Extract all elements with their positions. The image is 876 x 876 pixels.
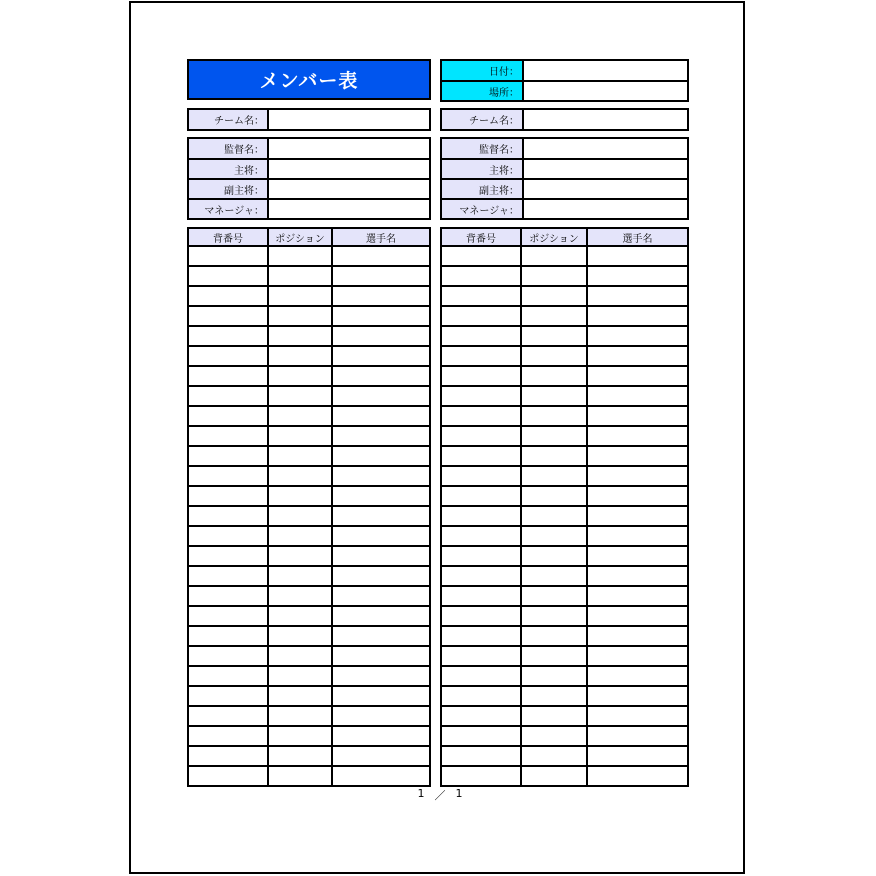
position-cell[interactable] (521, 546, 587, 566)
table-row (441, 386, 688, 406)
manager-field-left[interactable] (268, 199, 430, 219)
number-cell[interactable] (441, 546, 521, 566)
player-name-cell[interactable] (332, 406, 430, 426)
position-cell[interactable] (521, 586, 587, 606)
position-cell[interactable] (268, 306, 332, 326)
player-name-cell[interactable] (587, 646, 688, 666)
position-cell[interactable] (521, 506, 587, 526)
player-name-cell[interactable] (332, 706, 430, 726)
player-name-cell[interactable] (587, 586, 688, 606)
position-cell[interactable] (521, 386, 587, 406)
player-name-cell[interactable] (332, 566, 430, 586)
table-row (188, 386, 430, 406)
captain-label: 主将： (188, 159, 268, 179)
table-row (188, 586, 430, 606)
number-cell[interactable] (188, 346, 268, 366)
table-row (188, 506, 430, 526)
position-cell[interactable] (521, 466, 587, 486)
table-row (441, 326, 688, 346)
table-row (441, 486, 688, 506)
position-cell[interactable] (268, 246, 332, 266)
number-cell[interactable] (188, 586, 268, 606)
player-name-cell[interactable] (332, 646, 430, 666)
captain-label: 主将： (441, 159, 523, 179)
position-cell[interactable] (268, 746, 332, 766)
table-row (188, 266, 430, 286)
player-name-cell[interactable] (587, 446, 688, 466)
number-cell[interactable] (188, 526, 268, 546)
player-name-cell[interactable] (332, 526, 430, 546)
number-cell[interactable] (441, 386, 521, 406)
player-name-cell[interactable] (587, 726, 688, 746)
player-name-cell[interactable] (332, 326, 430, 346)
position-cell[interactable] (268, 386, 332, 406)
player-name-cell[interactable] (587, 506, 688, 526)
page-current: 1 (417, 787, 425, 800)
table-row (441, 666, 688, 686)
position-cell[interactable] (521, 766, 587, 786)
table-row (441, 626, 688, 646)
player-name-cell[interactable] (587, 746, 688, 766)
number-cell[interactable] (441, 346, 521, 366)
position-cell[interactable] (521, 746, 587, 766)
position-cell[interactable] (268, 366, 332, 386)
vice-captain-label: 副主将： (188, 179, 268, 199)
column-header-number: 背番号 (188, 228, 268, 246)
number-cell[interactable] (188, 766, 268, 786)
number-cell[interactable] (441, 746, 521, 766)
column-header-player-name: 選手名 (587, 228, 688, 246)
position-cell[interactable] (268, 446, 332, 466)
number-cell[interactable] (441, 246, 521, 266)
player-name-cell[interactable] (332, 686, 430, 706)
player-name-cell[interactable] (332, 386, 430, 406)
number-cell[interactable] (188, 726, 268, 746)
number-cell[interactable] (188, 626, 268, 646)
position-cell[interactable] (268, 286, 332, 306)
number-cell[interactable] (188, 706, 268, 726)
team-right-table (440, 108, 689, 131)
number-cell[interactable] (441, 766, 521, 786)
roster-table-right (440, 227, 689, 787)
table-row (188, 766, 430, 786)
table-row (188, 286, 430, 306)
table-row (188, 726, 430, 746)
position-cell[interactable] (268, 506, 332, 526)
player-name-cell[interactable] (332, 486, 430, 506)
position-cell[interactable] (521, 606, 587, 626)
position-cell[interactable] (268, 466, 332, 486)
table-row (441, 366, 688, 386)
table-row (188, 466, 430, 486)
coach-label: 監督名： (188, 138, 268, 159)
place-label: 場所： (441, 81, 523, 101)
player-name-cell[interactable] (332, 426, 430, 446)
player-name-cell[interactable] (587, 666, 688, 686)
position-cell[interactable] (268, 406, 332, 426)
coach-field-left[interactable] (268, 138, 430, 159)
position-cell[interactable] (521, 526, 587, 546)
player-name-cell[interactable] (587, 706, 688, 726)
position-cell[interactable] (521, 666, 587, 686)
position-cell[interactable] (268, 586, 332, 606)
position-cell[interactable] (521, 686, 587, 706)
position-cell[interactable] (268, 426, 332, 446)
number-cell[interactable] (441, 706, 521, 726)
coach-field-right[interactable] (523, 138, 688, 159)
table-row (441, 726, 688, 746)
position-cell[interactable] (268, 606, 332, 626)
player-name-cell[interactable] (587, 306, 688, 326)
player-name-cell[interactable] (587, 326, 688, 346)
position-cell[interactable] (521, 486, 587, 506)
table-row (188, 426, 430, 446)
number-cell[interactable] (441, 406, 521, 426)
position-cell[interactable] (521, 246, 587, 266)
number-cell[interactable] (188, 326, 268, 346)
vice-captain-field-left[interactable] (268, 179, 430, 199)
player-name-cell[interactable] (587, 566, 688, 586)
player-name-cell[interactable] (587, 286, 688, 306)
player-name-cell[interactable] (332, 626, 430, 646)
roster-table-left (187, 227, 431, 787)
number-cell[interactable] (441, 366, 521, 386)
number-cell[interactable] (188, 646, 268, 666)
page-title: メンバー表 (187, 59, 431, 100)
column-header-player-name: 選手名 (332, 228, 430, 246)
number-cell[interactable] (441, 586, 521, 606)
team-name-field-right[interactable] (523, 109, 688, 130)
number-cell[interactable] (188, 666, 268, 686)
number-cell[interactable] (188, 566, 268, 586)
table-row (188, 326, 430, 346)
position-cell[interactable] (521, 326, 587, 346)
table-row (441, 586, 688, 606)
table-row (188, 686, 430, 706)
table-row (188, 746, 430, 766)
position-cell[interactable] (268, 346, 332, 366)
table-row (188, 646, 430, 666)
staff-right-table (440, 137, 689, 220)
table-row (441, 286, 688, 306)
team-name-label: チーム名： (441, 109, 523, 130)
number-cell[interactable] (441, 486, 521, 506)
player-name-cell[interactable] (332, 366, 430, 386)
number-cell[interactable] (188, 286, 268, 306)
number-cell[interactable] (188, 426, 268, 446)
position-cell[interactable] (521, 266, 587, 286)
table-row (441, 266, 688, 286)
number-cell[interactable] (441, 306, 521, 326)
position-cell[interactable] (268, 646, 332, 666)
position-cell[interactable] (521, 446, 587, 466)
player-name-cell[interactable] (587, 626, 688, 646)
player-name-cell[interactable] (587, 426, 688, 446)
number-cell[interactable] (441, 506, 521, 526)
player-name-cell[interactable] (332, 766, 430, 786)
manager-label: マネージャ： (441, 199, 523, 219)
position-cell[interactable] (521, 306, 587, 326)
position-cell[interactable] (521, 626, 587, 646)
date-label: 日付： (441, 60, 523, 81)
table-row (188, 346, 430, 366)
table-row (188, 706, 430, 726)
player-name-cell[interactable] (332, 546, 430, 566)
number-cell[interactable] (188, 386, 268, 406)
number-cell[interactable] (188, 406, 268, 426)
number-cell[interactable] (441, 286, 521, 306)
coach-label: 監督名： (441, 138, 523, 159)
column-header-number: 背番号 (441, 228, 521, 246)
number-cell[interactable] (188, 546, 268, 566)
table-row (441, 766, 688, 786)
table-row (188, 526, 430, 546)
manager-field-right[interactable] (523, 199, 688, 219)
position-cell[interactable] (521, 566, 587, 586)
player-name-cell[interactable] (587, 246, 688, 266)
position-cell[interactable] (521, 706, 587, 726)
number-cell[interactable] (441, 726, 521, 746)
table-row (188, 406, 430, 426)
number-cell[interactable] (188, 246, 268, 266)
player-name-cell[interactable] (587, 406, 688, 426)
table-row (188, 546, 430, 566)
page-total: 1 (455, 787, 463, 800)
column-header-position: ポジション (521, 228, 587, 246)
team-left-table (187, 108, 431, 131)
number-cell[interactable] (441, 466, 521, 486)
table-row (441, 506, 688, 526)
player-name-cell[interactable] (587, 386, 688, 406)
date-place-table (440, 59, 689, 102)
table-row (188, 246, 430, 266)
position-cell[interactable] (521, 426, 587, 446)
table-row (441, 346, 688, 366)
table-row (441, 246, 688, 266)
table-row (441, 706, 688, 726)
number-cell[interactable] (441, 666, 521, 686)
staff-left-table (187, 137, 431, 220)
player-name-cell[interactable] (587, 526, 688, 546)
player-name-cell[interactable] (332, 506, 430, 526)
player-name-cell[interactable] (332, 466, 430, 486)
player-name-cell[interactable] (332, 446, 430, 466)
page-separator: ／ (434, 789, 446, 802)
player-name-cell[interactable] (587, 266, 688, 286)
position-cell[interactable] (268, 486, 332, 506)
number-cell[interactable] (441, 446, 521, 466)
number-cell[interactable] (188, 306, 268, 326)
position-cell[interactable] (521, 406, 587, 426)
table-row (441, 466, 688, 486)
team-name-field-left[interactable] (268, 109, 430, 130)
table-row (441, 606, 688, 626)
position-cell[interactable] (268, 626, 332, 646)
table-row (188, 626, 430, 646)
manager-label: マネージャ： (188, 199, 268, 219)
number-cell[interactable] (188, 506, 268, 526)
table-row (441, 646, 688, 666)
number-cell[interactable] (441, 626, 521, 646)
player-name-cell[interactable] (332, 346, 430, 366)
number-cell[interactable] (441, 426, 521, 446)
number-cell[interactable] (188, 466, 268, 486)
vice-captain-label: 副主将： (441, 179, 523, 199)
table-row (441, 566, 688, 586)
column-header-position: ポジション (268, 228, 332, 246)
player-name-cell[interactable] (332, 586, 430, 606)
position-cell[interactable] (268, 686, 332, 706)
number-cell[interactable] (188, 746, 268, 766)
player-name-cell[interactable] (332, 746, 430, 766)
position-cell[interactable] (268, 526, 332, 546)
position-cell[interactable] (268, 706, 332, 726)
player-name-cell[interactable] (332, 266, 430, 286)
place-field[interactable] (523, 81, 688, 101)
page-number (400, 787, 480, 803)
position-cell[interactable] (268, 766, 332, 786)
number-cell[interactable] (441, 686, 521, 706)
player-name-cell[interactable] (587, 686, 688, 706)
position-cell[interactable] (521, 726, 587, 746)
number-cell[interactable] (441, 266, 521, 286)
date-field[interactable] (523, 60, 688, 81)
number-cell[interactable] (441, 326, 521, 346)
number-cell[interactable] (188, 686, 268, 706)
number-cell[interactable] (188, 486, 268, 506)
position-cell[interactable] (268, 546, 332, 566)
captain-field-left[interactable] (268, 159, 430, 179)
table-row (441, 446, 688, 466)
table-row (441, 306, 688, 326)
table-row (188, 566, 430, 586)
number-cell[interactable] (188, 366, 268, 386)
position-cell[interactable] (521, 366, 587, 386)
position-cell[interactable] (521, 646, 587, 666)
player-name-cell[interactable] (332, 306, 430, 326)
position-cell[interactable] (268, 726, 332, 746)
table-row (188, 366, 430, 386)
table-row (441, 546, 688, 566)
team-name-label: チーム名： (188, 109, 268, 130)
number-cell[interactable] (188, 266, 268, 286)
table-row (188, 486, 430, 506)
player-name-cell[interactable] (587, 766, 688, 786)
table-row (441, 526, 688, 546)
position-cell[interactable] (268, 566, 332, 586)
position-cell[interactable] (521, 286, 587, 306)
player-name-cell[interactable] (332, 286, 430, 306)
table-row (441, 746, 688, 766)
player-name-cell[interactable] (332, 606, 430, 626)
table-row (188, 446, 430, 466)
player-name-cell[interactable] (332, 726, 430, 746)
table-row (188, 666, 430, 686)
player-name-cell[interactable] (587, 606, 688, 626)
player-name-cell[interactable] (587, 366, 688, 386)
table-row (441, 426, 688, 446)
number-cell[interactable] (188, 606, 268, 626)
player-name-cell[interactable] (587, 546, 688, 566)
table-row (441, 686, 688, 706)
number-cell[interactable] (441, 606, 521, 626)
table-row (188, 306, 430, 326)
number-cell[interactable] (188, 446, 268, 466)
position-cell[interactable] (268, 666, 332, 686)
table-row (441, 406, 688, 426)
player-name-cell[interactable] (332, 246, 430, 266)
player-name-cell[interactable] (587, 486, 688, 506)
position-cell[interactable] (521, 346, 587, 366)
position-cell[interactable] (268, 326, 332, 346)
vice-captain-field-right[interactable] (523, 179, 688, 199)
number-cell[interactable] (441, 646, 521, 666)
number-cell[interactable] (441, 566, 521, 586)
player-name-cell[interactable] (587, 346, 688, 366)
captain-field-right[interactable] (523, 159, 688, 179)
position-cell[interactable] (268, 266, 332, 286)
player-name-cell[interactable] (332, 666, 430, 686)
table-row (188, 606, 430, 626)
player-name-cell[interactable] (587, 466, 688, 486)
number-cell[interactable] (441, 526, 521, 546)
